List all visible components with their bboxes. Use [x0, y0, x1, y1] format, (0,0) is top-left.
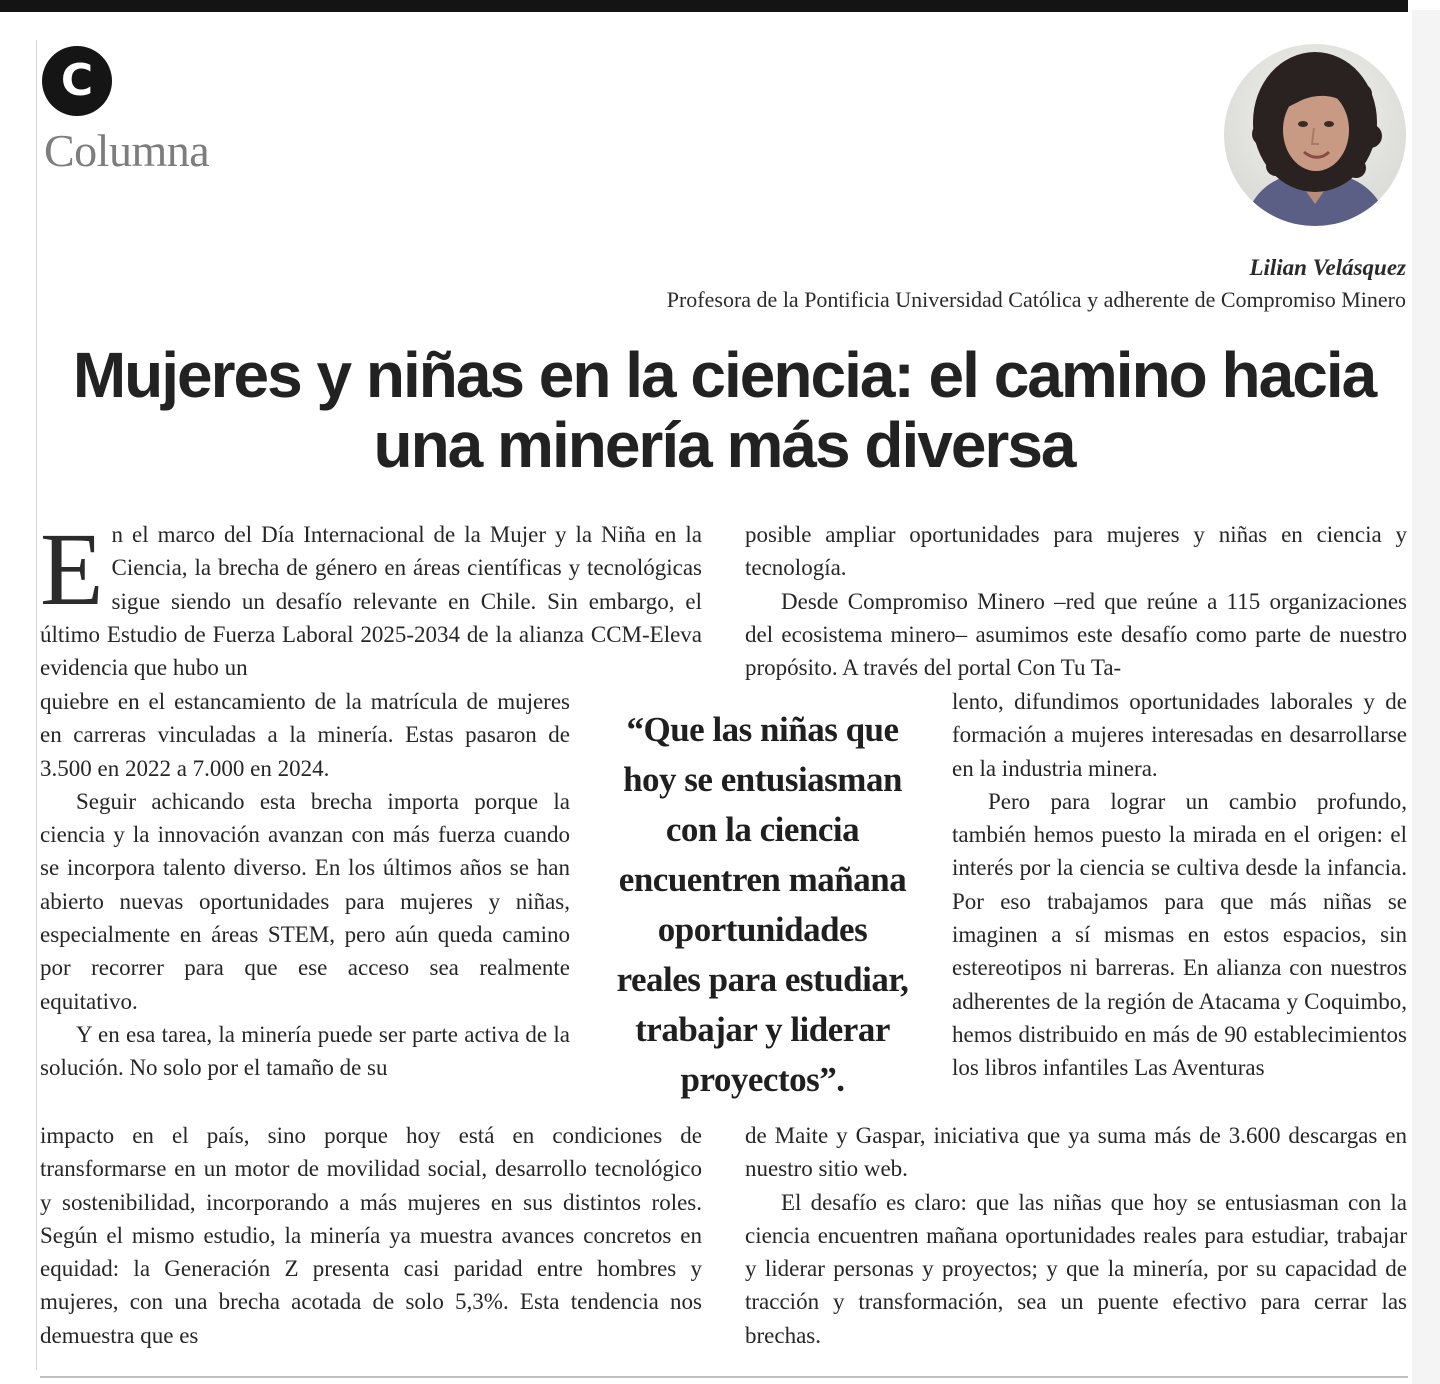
page-edge — [1412, 10, 1440, 1384]
body-left-mid — [40, 685, 570, 1085]
top-rule — [0, 0, 1408, 12]
body-right-mid — [952, 685, 1407, 1085]
paragraph: posible ampliar oportunidades para mujeres y niñas en ciencia y tecnología. — [745, 522, 1407, 581]
paragraph: Seguir achicando esta brecha importa porque la ciencia y la innovación avanzan con más fuerza cuando se incorpora talento diverso. En los últimos años se han abierto nuevas oportunidades para mujeres y niñas, especialmente en áreas STEM, pero aún queda camino por recorrer para que ese acceso sea realmente equitativo. — [40, 788, 570, 1014]
bottom-rule — [40, 1376, 1408, 1378]
author-portrait-icon — [1224, 44, 1406, 226]
body-left-bottom — [40, 1119, 702, 1352]
author-name: Lilian Velásquez — [1249, 255, 1406, 280]
paragraph: Pero para lograr un cambio profundo, también hemos puesto la mirada en el origen: el interés por la ciencia se cultiva desde la infancia. Por eso trabajamos para que más niñas se imaginen a sí mismas en estos espacios, sin estereotipos ni barreras. En alianza con nuestros adherentes de la región de Atacama y Coquimbo, hemos distribuido en más de 90 establecimientos los libros infantiles Las Aventuras — [952, 788, 1407, 1081]
body-right-bottom — [745, 1119, 1407, 1352]
drop-cap: E — [40, 512, 104, 627]
paragraph: El desafío es claro: que las niñas que hoy se entusiasman con la ciencia encuentren mañana oportunidades reales para estudiar, trabajar y liderar personas y proyectos; y que la minería, por su capacidad de tracción y transformación, sea un puente efectivo para cerrar las brechas. — [745, 1189, 1407, 1348]
headline-line: Mujeres y niñas en la ciencia: el camino hacia — [72, 339, 1376, 411]
pull-quote-line: encuentren mañana — [618, 860, 907, 899]
paragraph: quiebre en el estancamiento de la matrícula de mujeres en carreras vinculadas a la minería. Estas pasaron de 3.500 en 2022 a 7.000 en 2024. — [40, 689, 570, 781]
paragraph: de Maite y Gaspar, iniciativa que ya suma más de 3.600 descargas en nuestro sitio web. — [745, 1123, 1407, 1182]
pull-quote-line: reales para estudiar, — [616, 960, 909, 999]
pull-quote-line: “Que las niñas que — [626, 710, 899, 749]
pull-quote-line: hoy se entusiasman — [623, 760, 902, 799]
pull-quote-line: oportunidades — [657, 910, 868, 949]
section-label: Columna — [44, 125, 210, 176]
left-margin-rule — [36, 40, 37, 1370]
paragraph: n el marco del Día Internacional de la Mujer y la Niña en la Ciencia, la brecha de género en áreas científicas y tecnológicas sigue siendo un desafío relevante en Chile. Sin embargo, el último Estudio de Fuerza Laboral 2025-2034 de la alianza CCM-Eleva evidencia que hubo un — [40, 522, 702, 681]
paragraph: Y en esa tarea, la minería puede ser parte activa de la solución. No solo por el tamaño de su — [40, 1021, 570, 1081]
pull-quote — [585, 705, 940, 1105]
body-left-top — [40, 512, 702, 684]
headline-line: una minería más diversa — [373, 409, 1075, 481]
paragraph: impacto en el país, sino porque hoy está en condiciones de transformarse en un motor de movilidad social, desarrollo tecnológico y sostenibilidad, incorporando a más mujeres en sus distintos roles. Según el mismo estudio, la minería ya muestra avances concretos en equidad: la Generación Z presenta casi paridad entre hombres y mujeres, con una brecha acotada de solo 5,3%. Esta tendencia nos demuestra que es — [40, 1123, 702, 1348]
pull-quote-line: trabajar y liderar — [635, 1010, 890, 1049]
body-right-top — [745, 518, 1407, 684]
pull-quote-line: con la ciencia — [665, 810, 860, 849]
section-badge: C — [42, 46, 112, 116]
paragraph: Desde Compromiso Minero –red que reúne a 115 organizaciones del ecosistema minero– asumimos este desafío como parte de nuestro propósito. A través del portal Con Tu Ta- — [745, 588, 1407, 681]
pull-quote-line: proyectos”. — [680, 1060, 845, 1099]
author-role: Profesora de la Pontificia Universidad Católica y adherente de Compromiso Minero — [666, 287, 1406, 312]
paragraph: lento, difundimos oportunidades laborales y de formación a mujeres interesadas en desarrollarse en la industria minera. — [952, 689, 1407, 781]
headline — [40, 340, 1408, 480]
